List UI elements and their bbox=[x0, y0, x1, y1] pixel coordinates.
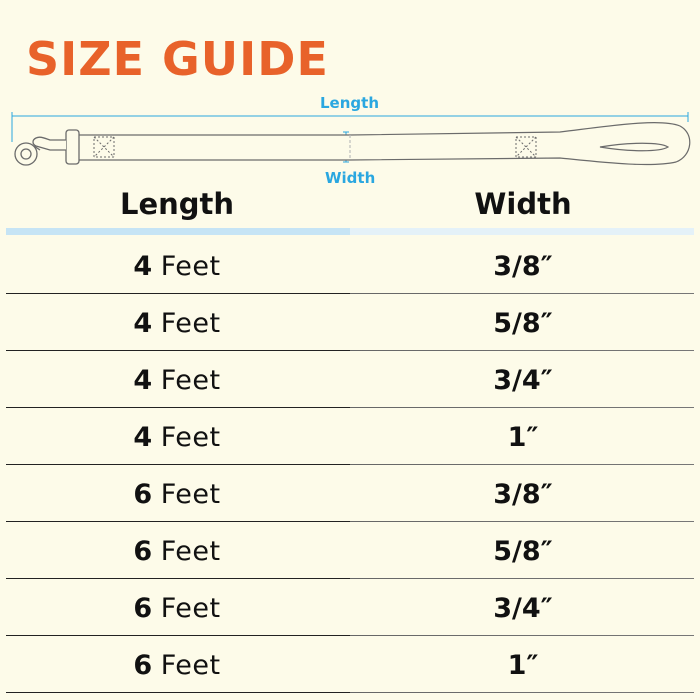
width-dimension-label: Width bbox=[325, 169, 376, 187]
length-value: 6 bbox=[133, 650, 153, 681]
width-cell: 3/8″ bbox=[493, 479, 553, 510]
length-value: 4 bbox=[133, 308, 153, 339]
table-row bbox=[0, 579, 700, 636]
width-cell: 1″ bbox=[507, 422, 539, 453]
length-value: 6 bbox=[133, 479, 153, 510]
column-header-length: Length bbox=[119, 187, 235, 221]
length-cell bbox=[2, 481, 352, 508]
length-cell bbox=[2, 424, 352, 451]
width-cell: 3/8″ bbox=[493, 251, 553, 282]
length-value: 6 bbox=[133, 593, 153, 624]
length-dimension-label: Length bbox=[320, 94, 379, 112]
width-cell: 5/8″ bbox=[493, 308, 553, 339]
length-unit: Feet bbox=[160, 308, 221, 339]
length-unit: Feet bbox=[160, 251, 221, 282]
table-row bbox=[0, 522, 700, 579]
length-unit: Feet bbox=[160, 650, 221, 681]
length-unit: Feet bbox=[160, 593, 221, 624]
row-divider bbox=[6, 692, 694, 694]
length-value: 6 bbox=[133, 536, 153, 567]
table-row bbox=[0, 351, 700, 408]
table-header bbox=[0, 180, 700, 232]
width-cell: 5/8″ bbox=[493, 536, 553, 567]
length-unit: Feet bbox=[160, 536, 221, 567]
length-cell bbox=[2, 538, 352, 565]
length-unit: Feet bbox=[160, 479, 221, 510]
length-value: 4 bbox=[133, 251, 153, 282]
length-cell bbox=[2, 253, 352, 280]
table-row bbox=[0, 465, 700, 522]
snap-hook-icon bbox=[15, 130, 79, 165]
column-header-width: Width bbox=[474, 187, 572, 221]
length-cell bbox=[2, 367, 352, 394]
length-value: 4 bbox=[133, 365, 153, 396]
length-unit: Feet bbox=[160, 422, 221, 453]
table-row bbox=[0, 237, 700, 294]
table-row bbox=[0, 636, 700, 693]
width-cell: 3/4″ bbox=[493, 365, 553, 396]
length-cell bbox=[2, 595, 352, 622]
header-rule-left bbox=[6, 228, 350, 235]
header-rule-right bbox=[350, 228, 694, 235]
length-value: 4 bbox=[133, 422, 153, 453]
width-cell: 3/4″ bbox=[493, 593, 553, 624]
length-cell bbox=[2, 310, 352, 337]
page-title: SIZE GUIDE bbox=[26, 32, 329, 86]
table-row bbox=[0, 408, 700, 465]
table-row bbox=[0, 294, 700, 351]
length-cell bbox=[2, 652, 352, 679]
length-unit: Feet bbox=[160, 365, 221, 396]
leash-strap bbox=[78, 123, 690, 165]
width-cell: 1″ bbox=[507, 650, 539, 681]
